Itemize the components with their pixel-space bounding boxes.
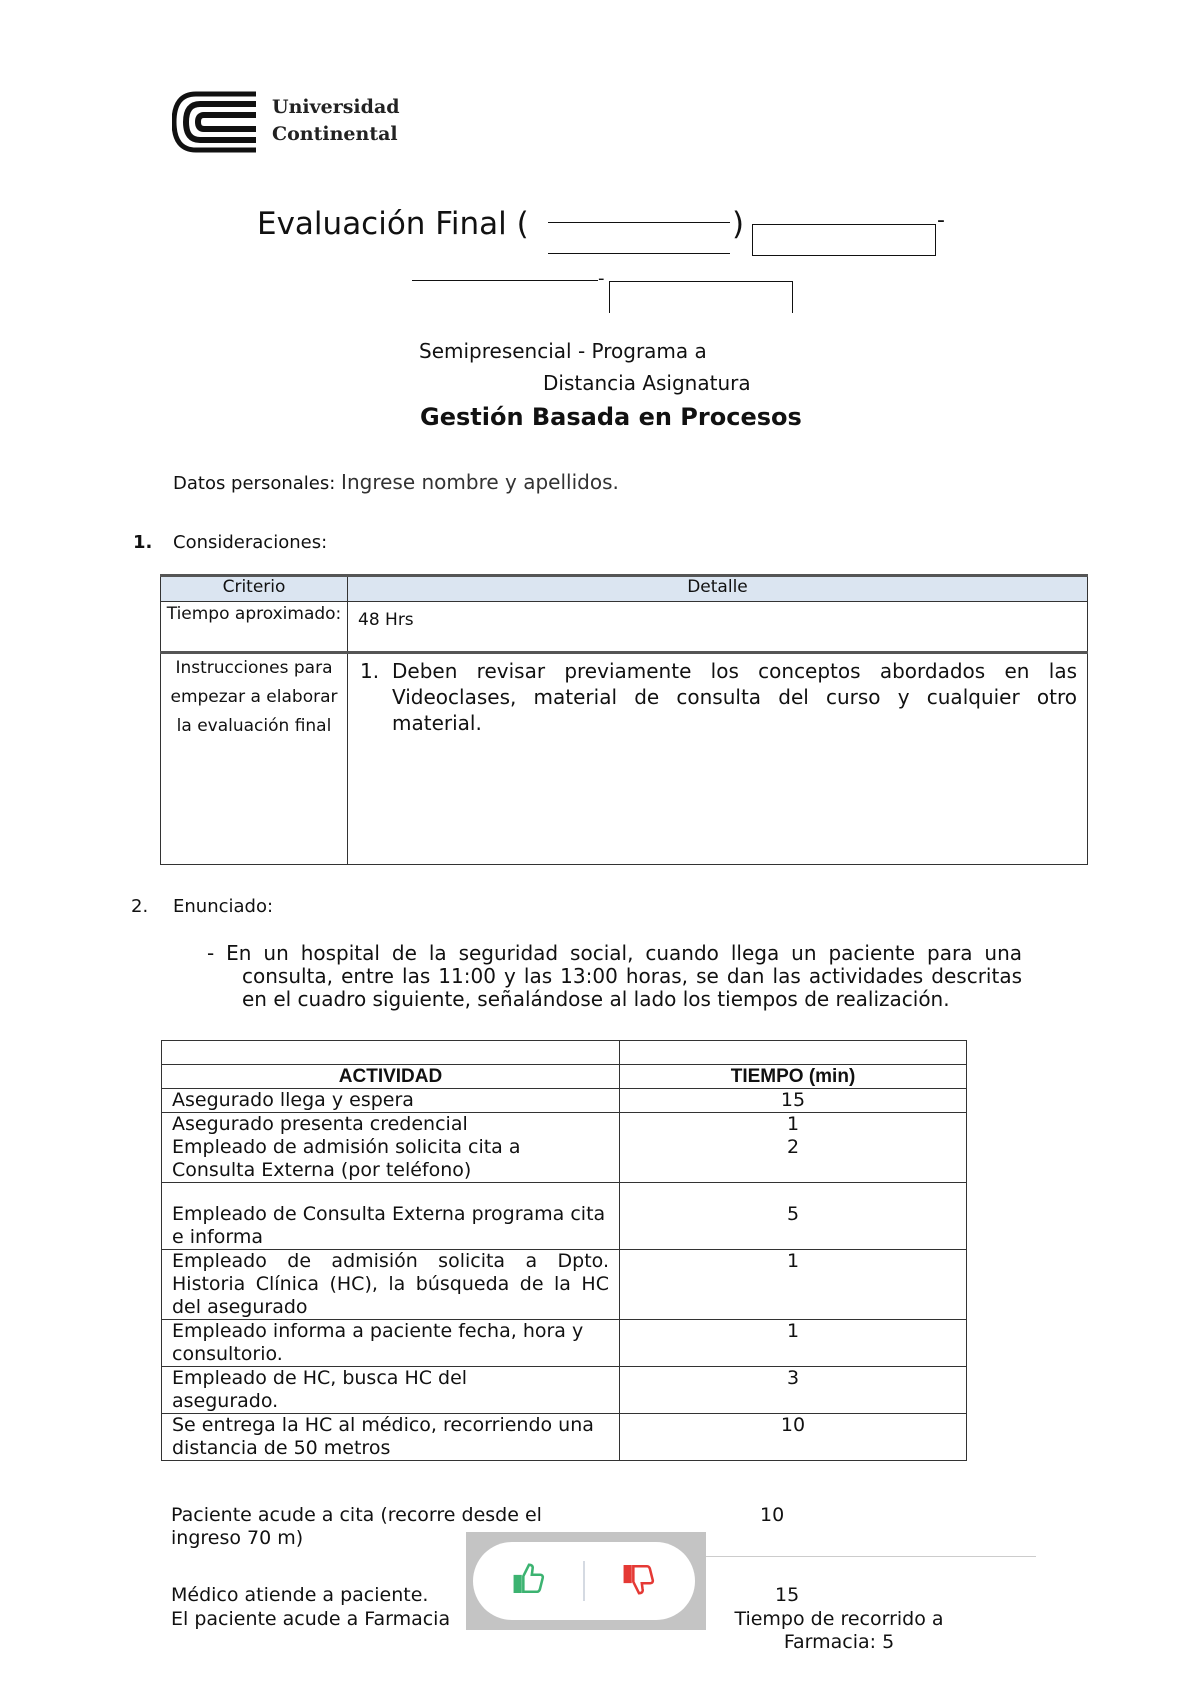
time-cell: 2 xyxy=(620,1136,967,1183)
table-row xyxy=(162,1089,967,1113)
activity-cell: Asegurado llega y espera xyxy=(162,1089,620,1113)
blank-line xyxy=(412,280,598,281)
activities-table xyxy=(161,1040,967,1461)
enunciado-text: - En un hospital de la seguridad social, cuando llega un paciente para una consulta, entre las 11:00 y las 13:00 horas, se dan las actividades descritas en el cuadro siguiente, señalándose al lado los tiempos de realización. xyxy=(207,941,1022,1011)
divider xyxy=(706,1556,1036,1557)
table-row xyxy=(162,1367,967,1414)
section-number: 1. xyxy=(133,532,153,553)
activity-cell: Empleado de Consulta Externa programa cita e informa xyxy=(162,1183,620,1250)
blank-box xyxy=(609,281,793,313)
activity-cell: Empleado de admisión solicita a Dpto. Historia Clínica (HC), la búsqueda de la HC del asegurado xyxy=(162,1250,620,1320)
university-logo xyxy=(172,90,402,154)
divider xyxy=(583,1561,585,1601)
activity-text: Paciente acude a cita (recorre desde el ingreso 70 m) xyxy=(171,1504,542,1549)
blank-line xyxy=(548,253,730,254)
blank-box xyxy=(752,224,936,256)
title-dash: - xyxy=(598,268,605,289)
title-dash: - xyxy=(937,208,945,233)
logo-mark-icon xyxy=(172,90,262,154)
detalle-cell: Deben revisar previamente los conceptos abordados en las Videoclases, material de consulta del curso y cualquier otro material. xyxy=(392,659,1077,735)
time-cell: 3 xyxy=(620,1367,967,1414)
section-title: Consideraciones: xyxy=(173,532,328,553)
table-row xyxy=(162,1414,967,1461)
activity-text: El paciente acude a Farmacia xyxy=(171,1608,451,1630)
time-cell: 1 xyxy=(620,1113,967,1137)
time-cell: 1 xyxy=(620,1250,967,1320)
time-cell: 15 xyxy=(620,1089,967,1113)
title-text: Evaluación Final ( xyxy=(257,206,529,242)
personal-value[interactable]: Ingrese nombre y apellidos. xyxy=(341,470,619,494)
page-title xyxy=(257,206,529,242)
time-text: 15 xyxy=(775,1584,800,1606)
criterio-cell: Instrucciones para empezar a elaborar la evaluación final xyxy=(161,653,348,865)
thumbs-down-icon[interactable] xyxy=(622,1562,656,1600)
item-number: 1. xyxy=(360,659,380,683)
personal-label: Datos personales: xyxy=(173,473,336,494)
title-paren: ) xyxy=(732,206,745,242)
activity-cell: Se entrega la HC al médico, recorriendo una distancia de 50 metros xyxy=(162,1414,620,1461)
blank-line xyxy=(548,222,730,223)
table-row xyxy=(162,1136,967,1183)
time-text: Tiempo de recorrido a Farmacia: 5 xyxy=(734,1608,944,1653)
table-row xyxy=(162,1113,967,1137)
section-number: 2. xyxy=(131,896,149,917)
considerations-table xyxy=(160,574,1088,865)
header-tiempo: TIEMPO (min) xyxy=(620,1065,967,1089)
activity-cell: Empleado de admisión solicita cita a Consulta Externa (por teléfono) xyxy=(162,1136,620,1183)
header-criterio: Criterio xyxy=(161,576,348,602)
logo-line-1: Universidad xyxy=(272,96,400,118)
course-name: Gestión Basada en Procesos xyxy=(420,403,802,431)
thumbs-up-icon[interactable] xyxy=(512,1562,546,1600)
feedback-overlay xyxy=(466,1532,706,1630)
activity-cell: Empleado de HC, busca HC del asegurado. xyxy=(162,1367,620,1414)
detalle-cell: 48 Hrs xyxy=(348,602,1088,653)
table-row xyxy=(162,1183,967,1250)
criterio-cell: Tiempo aproximado: xyxy=(161,602,348,653)
section-title: Enunciado: xyxy=(173,896,274,917)
activity-text: Médico atiende a paciente. xyxy=(171,1584,429,1606)
table-row xyxy=(162,1250,967,1320)
activity-cell: Asegurado presenta credencial xyxy=(162,1113,620,1137)
time-cell: 10 xyxy=(620,1414,967,1461)
table-row xyxy=(162,1320,967,1367)
activity-cell: Empleado informa a paciente fecha, hora y consultorio. xyxy=(162,1320,620,1367)
subtitle-line: Distancia Asignatura xyxy=(543,371,751,395)
time-text: 10 xyxy=(760,1504,785,1526)
time-cell: 5 xyxy=(620,1183,967,1250)
logo-line-2: Continental xyxy=(272,123,398,145)
header-detalle: Detalle xyxy=(348,576,1088,602)
time-cell: 1 xyxy=(620,1320,967,1367)
subtitle-line: Semipresencial - Programa a xyxy=(419,339,707,363)
header-actividad: ACTIVIDAD xyxy=(162,1065,620,1089)
feedback-pill xyxy=(473,1542,695,1620)
